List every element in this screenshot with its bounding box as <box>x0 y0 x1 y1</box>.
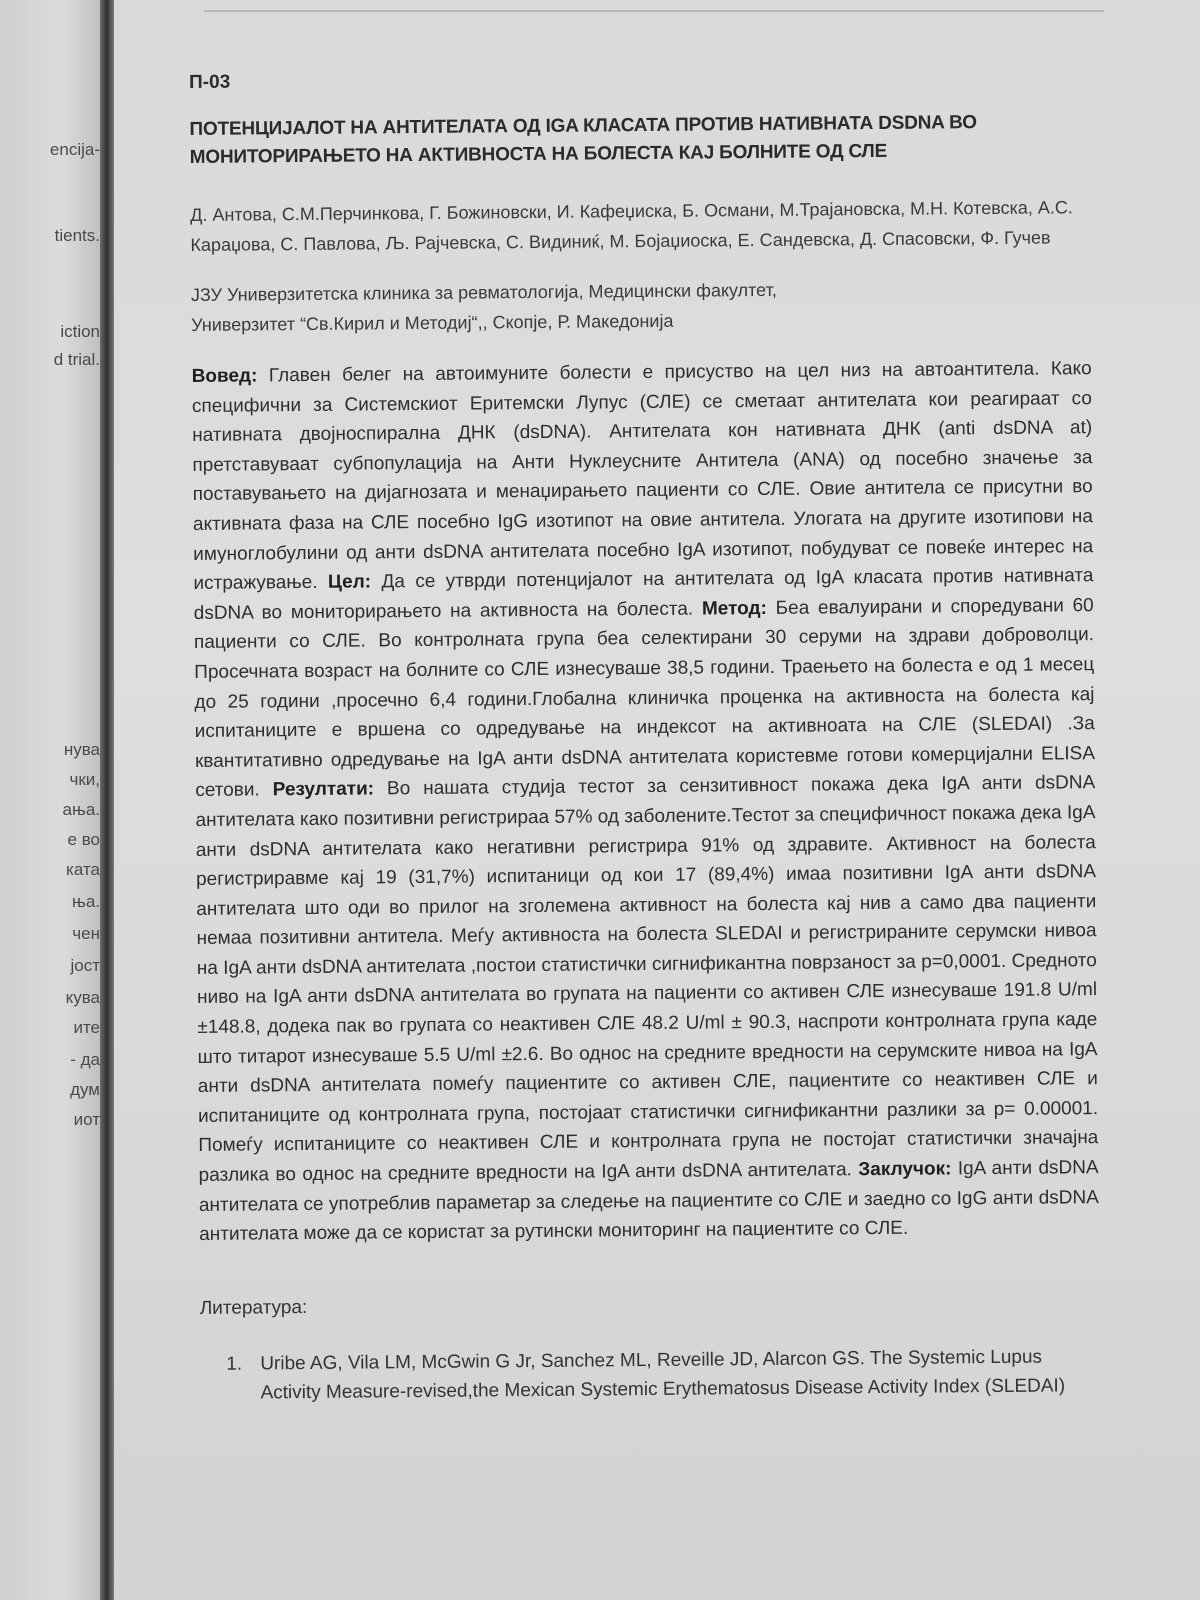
article-code: П-03 <box>189 71 231 93</box>
reference-text: Uribe AG, Vila LM, McGwin G Jr, Sanchez ML, Reveille JD, Alarcon GS. The Systemic Lupus Activity Measure-revised,the Mexican Systemic Erythematosus Disease Activity Index (SLEDAI) <box>260 1346 1066 1404</box>
results-text: Во нашата студија тестот за сензитивност покажа дека IgA анти dsDNA антителата како позитивни регистрираа 57% од заболените.Тестот за специфичност покажа дека IgA анти dsDNA антителата како негативни регистрира 91% од здравите. Активност на болеста регистриравме кај 19 (31,7%) испитаници од кои 17 (89,4%) имаа позитивни IgA анти dsDNA антителата што оди во прилог на зголемена активност на болеста кај нив а само два пациенти немаа позитивни антитела. Меѓу активноста на болеста SLEDAI и регистрираните серумски нивоа на IgA анти dsDNA антителата ,постои статистички сигнификантна поврзаност за p=0,0001. Средното ниво на IgA анти dsDNA антителата во групата на пациенти со активен СЛЕ изнесуваше 191.8 U/ml ±148.8, додека пак во групата со неактивен СЛЕ 48.2 U/ml ± 90.3, наспроти контролната група каде што титарот изнесуваше 5.5 U/ml ±2.6. Во однос на средните вредности на серумските нивоа на IgA анти dsDNA антителата помеѓу пациентите со активен СЛЕ, пациентите со неактивен СЛЕ и испитаниците од контролната група, постојаат статистички сигнификантни разлики за p= 0.00001. Помеѓу испитаниците со неактивен СЛЕ и контролната група не постојат статистички значајна разлика во однос на средните вредности на IgA анти dsDNA антителата. <box>195 772 1099 1186</box>
article-title <box>189 108 1089 172</box>
left-page-fragment: иот <box>73 1110 100 1129</box>
left-page-fragment: encija- <box>49 140 100 159</box>
left-page-fragment: нува <box>63 740 100 759</box>
affiliation-line: ЈЗУ Универзитетска клиника за ревматологија, Медицински факултет, <box>190 279 777 305</box>
left-page-fragment: е во <box>67 830 100 849</box>
results-label: Резултати: <box>272 778 375 801</box>
conclusion-label: Заклучок: <box>858 1158 952 1181</box>
top-rule <box>204 10 1104 12</box>
title-line: МОНИТОРИРАЊЕТО НА АКТИВНОСТА НА БОЛЕСТА КАЈ БОЛНИТЕ ОД СЛЕ <box>189 140 888 168</box>
left-page-fragment: ите <box>73 1018 100 1037</box>
intro-text: Главен белег на автоимуните болести е присуство на цел низ на автоантитела. Како специфични за Системскиот Еритемски Лупус (СЛЕ) се сметаат антителата кои реагираат со нативната двојноспирална ДНК (dsDNA). Антителата кон нативната ДНК (anti dsDNA at) претставуваат субпопулација на Анти Нуклеусните Антитела (АNA) од посебно значење за поставувањето на дијагнозата и менаџирањето пациенти со СЛЕ. Овие антитела се присутни во активната фаза на СЛЕ посебно IgG изотипот на овие антитела. Улогата на другите изотипови на имуноглобулини од анти dsDNA антителата посебно IgA изотипот, побудуват се повеќе интерес на истражување. <box>191 358 1094 595</box>
article <box>189 64 1101 1408</box>
method-text: Беа евалуирани и споредувани 60 пациенти со СЛЕ. Во контролната група беа селектирани 30 серуми на здрави доброволци. Просечната возраст на болните со СЛЕ изнесуваше 38,5 години. Траењето на болеста е од 1 месец до 25 години ,просечно 6,4 години.Глобална клиничка проценка на активноста на болеста кај испитаниците е вршена со одредување на индексот на активноата на СЛЕ (SLEDAI) .За квантитативно одредување на IgA анти dsDNA антителата користевме готови комерцијални ELISA сетови. <box>193 594 1096 802</box>
abstract <box>192 354 1100 1250</box>
left-page-fragment: чен <box>72 924 100 943</box>
left-page-fragment: ња. <box>72 892 100 911</box>
book-gutter <box>100 0 114 1600</box>
reference-item <box>200 1342 1100 1408</box>
method-label: Метод: <box>701 597 767 620</box>
left-page-fragment: чки, <box>69 770 100 789</box>
left-page-fragment: tients. <box>54 226 100 245</box>
author-list: Д. Антова, С.М.Перчинкова, Г. Божиновски, И. Кафеџиска, Б. Османи, М.Трајановска, М.Н. Котевска, А.С. Караџова, С. Павлова, Љ. Рајчевска, С. Видиниќ, М. Бојаџиоска, Е. Сандевска, Д. Спасовски, Ф. Гучев <box>190 197 1073 255</box>
aim-text: Да се утврди потенцијалот на антителата од IgA класата против нативната dsDNA во мониторирањето на активноста на болеста. <box>193 565 1094 624</box>
reference-number: 1. <box>226 1353 243 1375</box>
document-page <box>114 0 1200 1600</box>
left-page-fragment: кува <box>65 988 100 1007</box>
left-page-fragment: ката <box>66 860 100 879</box>
affiliation <box>191 272 1091 340</box>
left-page-fragment: d trial. <box>53 350 100 369</box>
literature-heading: Литература: <box>199 1296 308 1319</box>
left-page-fragment: ања. <box>62 800 100 819</box>
left-page-fragment: јост <box>70 956 100 975</box>
title-line: ПОТЕНЦИЈАЛОТ НА АНТИТЕЛАТА ОД IGA КЛАСАТА ПРОТИВ НАТИВНАТА DSDNA ВО <box>189 112 977 140</box>
left-facing-page <box>0 0 104 1600</box>
aim-label: Цел: <box>327 571 372 593</box>
left-page-fragment: - да <box>70 1050 100 1069</box>
intro-label: Вовед: <box>191 365 258 387</box>
left-page-fragment: дум <box>70 1080 100 1099</box>
affiliation-line: Универзитет “Св.Кирил и Методиј“,, Скопје, Р. Македонија <box>191 310 674 335</box>
conclusion-text: IgA анти dsDNA антителата се употреблив параметар за следење на пациентите со СЛЕ и заедно со IgG анти dsDNA антителата може да се користат за рутински мониторинг на пациентите со СЛЕ. <box>198 1157 1099 1246</box>
left-page-fragment: iction <box>60 322 100 341</box>
